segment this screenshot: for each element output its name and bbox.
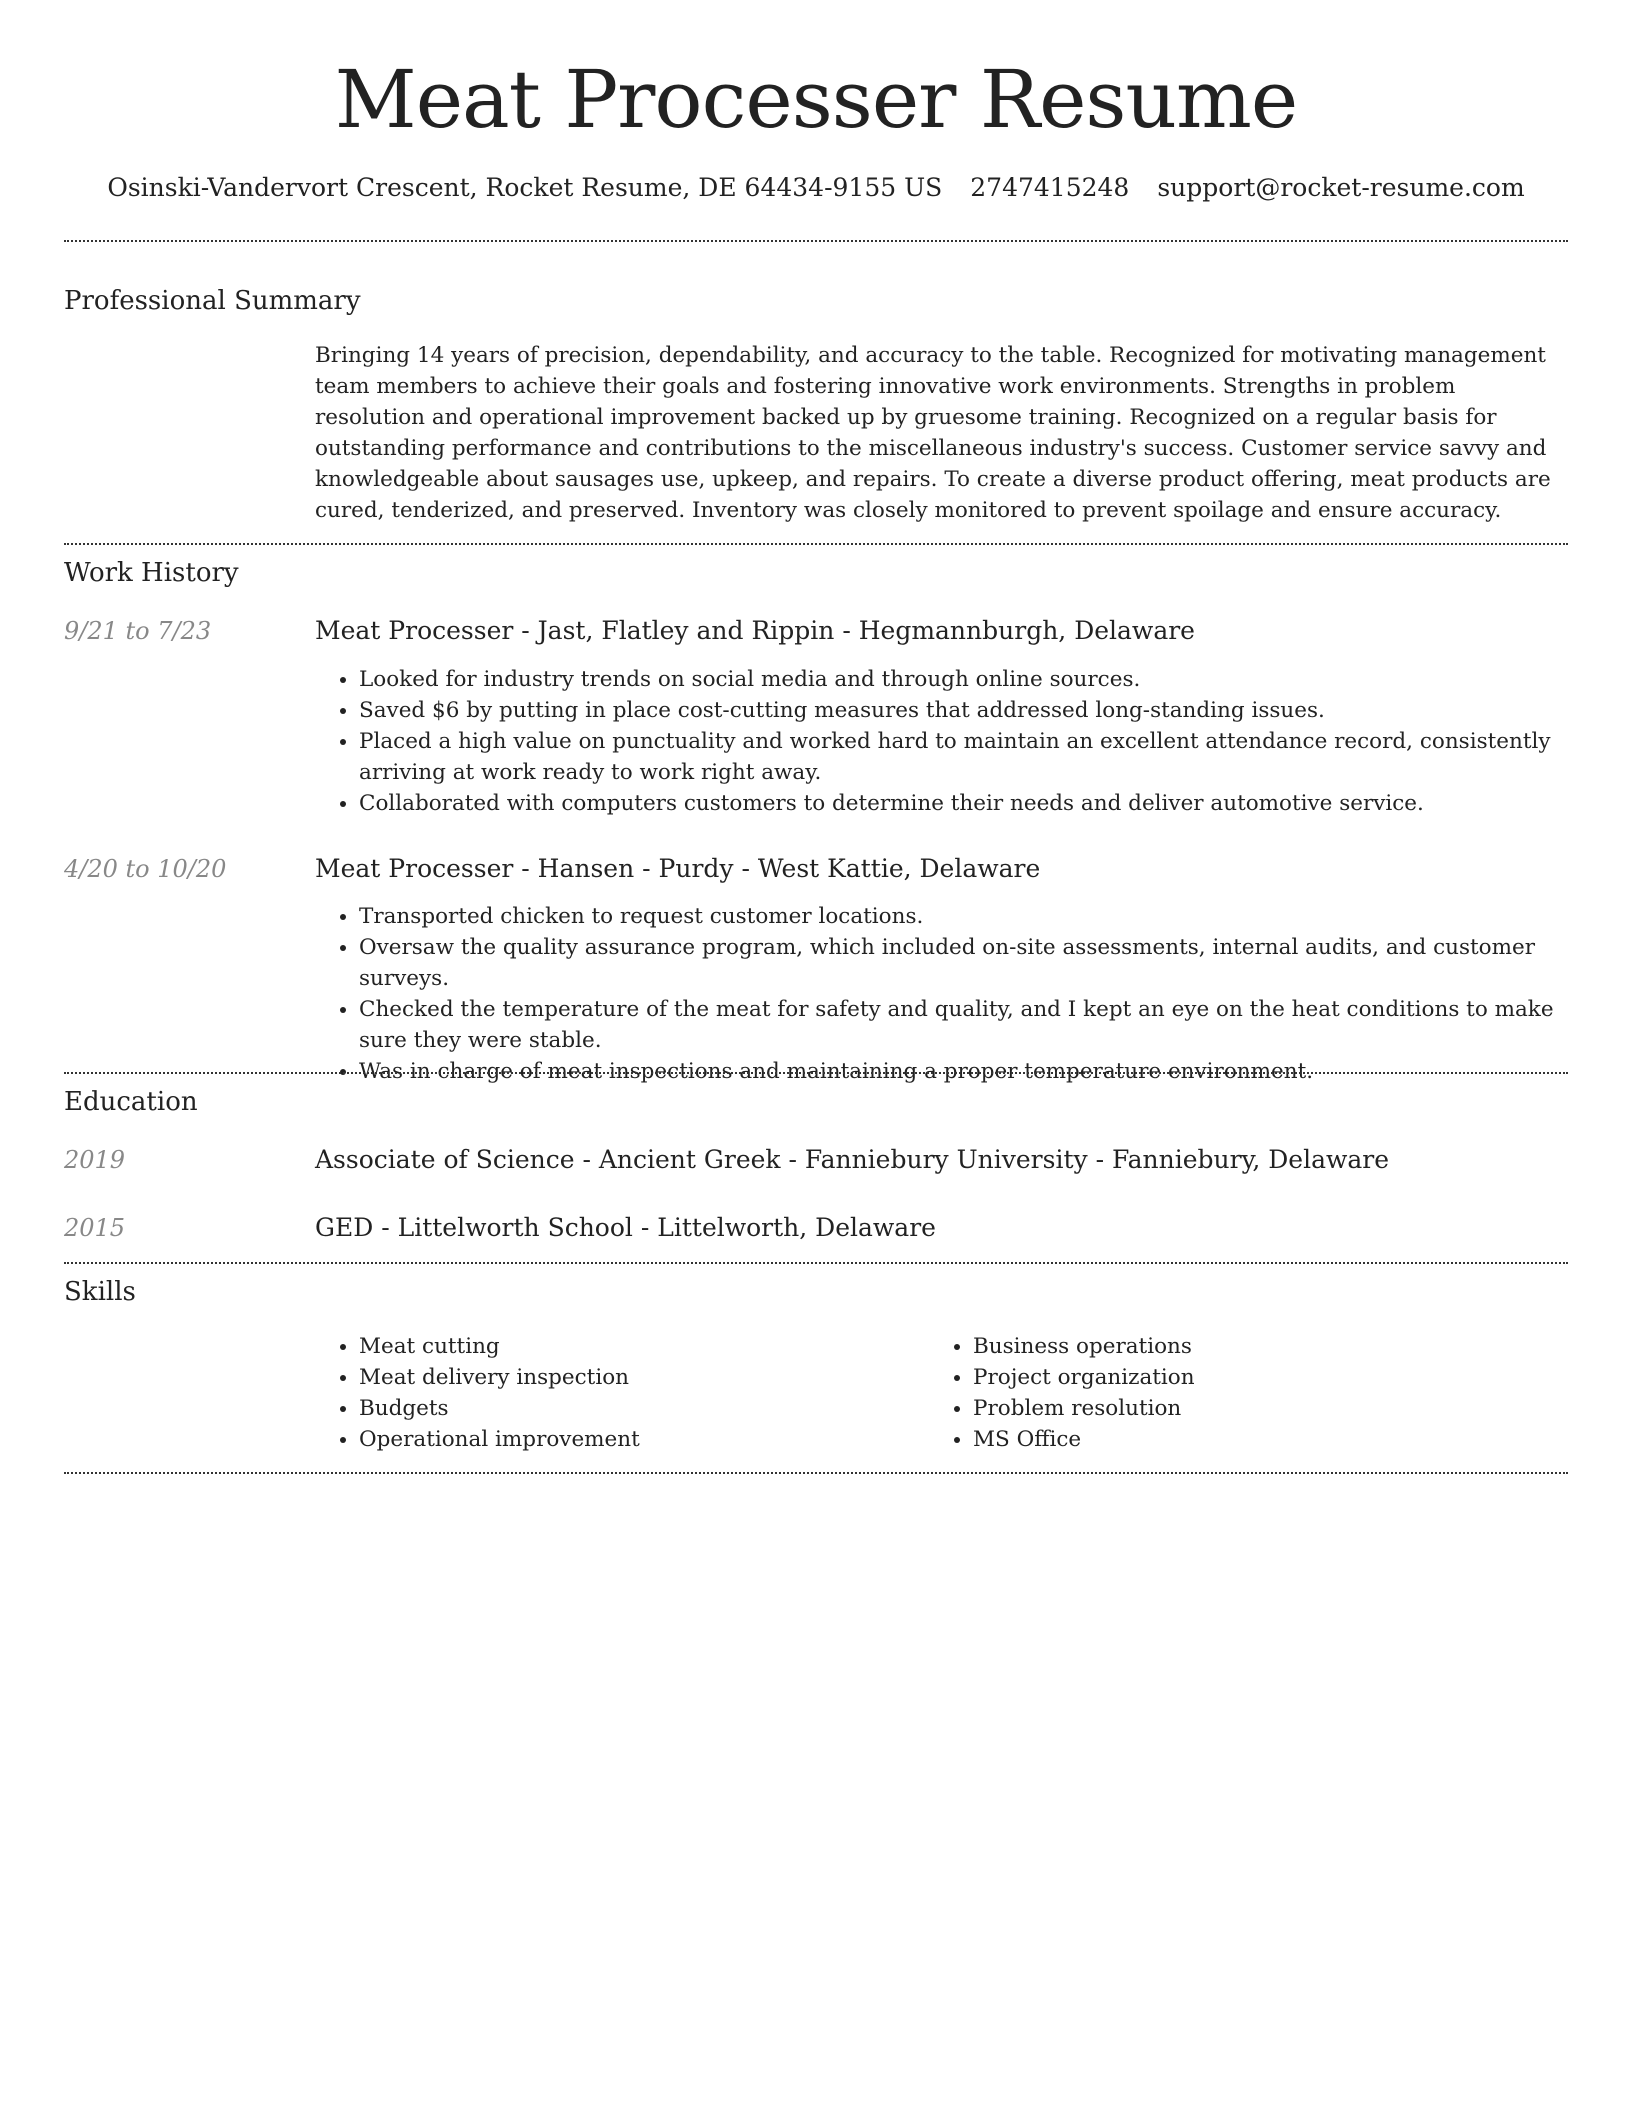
list-item: • Placed a high value on punctuality and worked hard to maintain an excellent attendance record, consistently arriving at work ready to work right away. <box>359 726 1568 788</box>
work-history-heading: Work History <box>64 558 239 588</box>
list-item: • Business operations <box>973 1331 1568 1362</box>
contact-email: support@rocket-resume.com <box>1157 173 1525 202</box>
job-bullets <box>315 664 1568 819</box>
list-item: • MS Office <box>973 1424 1568 1455</box>
list-item: • Meat cutting <box>359 1331 929 1362</box>
contact-line <box>64 170 1568 206</box>
contact-address: Osinski-Vandervort Crescent, Rocket Resume, DE 64434-9155 US <box>107 173 943 202</box>
institution: - Fanniebury University - Fanniebury, Delaware <box>780 1145 1390 1174</box>
job-dates: 9/21 to 7/23 <box>64 617 212 645</box>
list-item: • Operational improvement <box>359 1424 929 1455</box>
list-item: • Meat delivery inspection <box>359 1362 929 1393</box>
job-dates: 4/20 to 10/20 <box>64 855 227 883</box>
divider <box>64 1072 1568 1074</box>
job-title: Meat Processer - Jast, Flatley and Rippin - Hegmannburgh, Delaware <box>315 616 1195 645</box>
institution: - Littelworth School - Littelworth, Delaware <box>373 1213 936 1242</box>
list-item: • Transported chicken to request customer locations. <box>359 901 1568 932</box>
skills-list-left <box>315 1331 929 1455</box>
education-year: 2015 <box>64 1214 126 1242</box>
list-item: • Oversaw the quality assurance program, which included on-site assessments, internal audits, and customer surveys. <box>359 932 1568 994</box>
list-item: • Looked for industry trends on social media and through online sources. <box>359 664 1568 695</box>
education-entry <box>315 1143 1389 1177</box>
list-item: • Budgets <box>359 1393 929 1424</box>
skills-list-right <box>929 1331 1568 1455</box>
list-item: • Saved $6 by putting in place cost-cutting measures that addressed long-standing issues. <box>359 695 1568 726</box>
divider <box>64 1262 1568 1264</box>
resume-title: Meat Processer Resume <box>334 53 1298 146</box>
job-bullets <box>315 901 1568 1087</box>
summary-text: Bringing 14 years of precision, dependability, and accuracy to the table. Recognized for motivating management team members to achieve their goals and fostering innovative work environments. Strengths in problem resolution and operational improvement backed up by gruesome training. Recognized on a regular basis for outstanding performance and contributions to the miscellaneous industry's success. Customer service savvy and knowledgeable about sausages use, upkeep, and repairs. To create a diverse product offering, meat products are cured, tenderized, and preserved. Inventory was closely monitored to prevent spoilage and ensure accuracy. <box>315 343 1551 523</box>
divider <box>64 240 1568 242</box>
summary-heading: Professional Summary <box>64 286 361 316</box>
divider <box>64 1472 1568 1474</box>
list-item: • Checked the temperature of the meat for safety and quality, and I kept an eye on the heat conditions to make sure they were stable. <box>359 994 1568 1056</box>
contact-phone: 2747415248 <box>970 173 1130 202</box>
education-heading: Education <box>64 1087 198 1117</box>
list-item: • Was in charge of meat inspections and maintaining a proper temperature environment. <box>359 1056 1568 1087</box>
divider <box>64 543 1568 545</box>
list-item: • Project organization <box>973 1362 1568 1393</box>
degree: GED <box>315 1213 374 1242</box>
degree: Associate of Science - Ancient Greek <box>315 1145 781 1174</box>
job-title: Meat Processer - Hansen - Purdy - West Kattie, Delaware <box>315 854 1041 883</box>
skills-heading: Skills <box>64 1277 136 1307</box>
list-item: • Collaborated with computers customers to determine their needs and deliver automotive service. <box>359 788 1568 819</box>
education-entry <box>315 1211 936 1245</box>
list-item: • Problem resolution <box>973 1393 1568 1424</box>
education-year: 2019 <box>64 1146 126 1174</box>
